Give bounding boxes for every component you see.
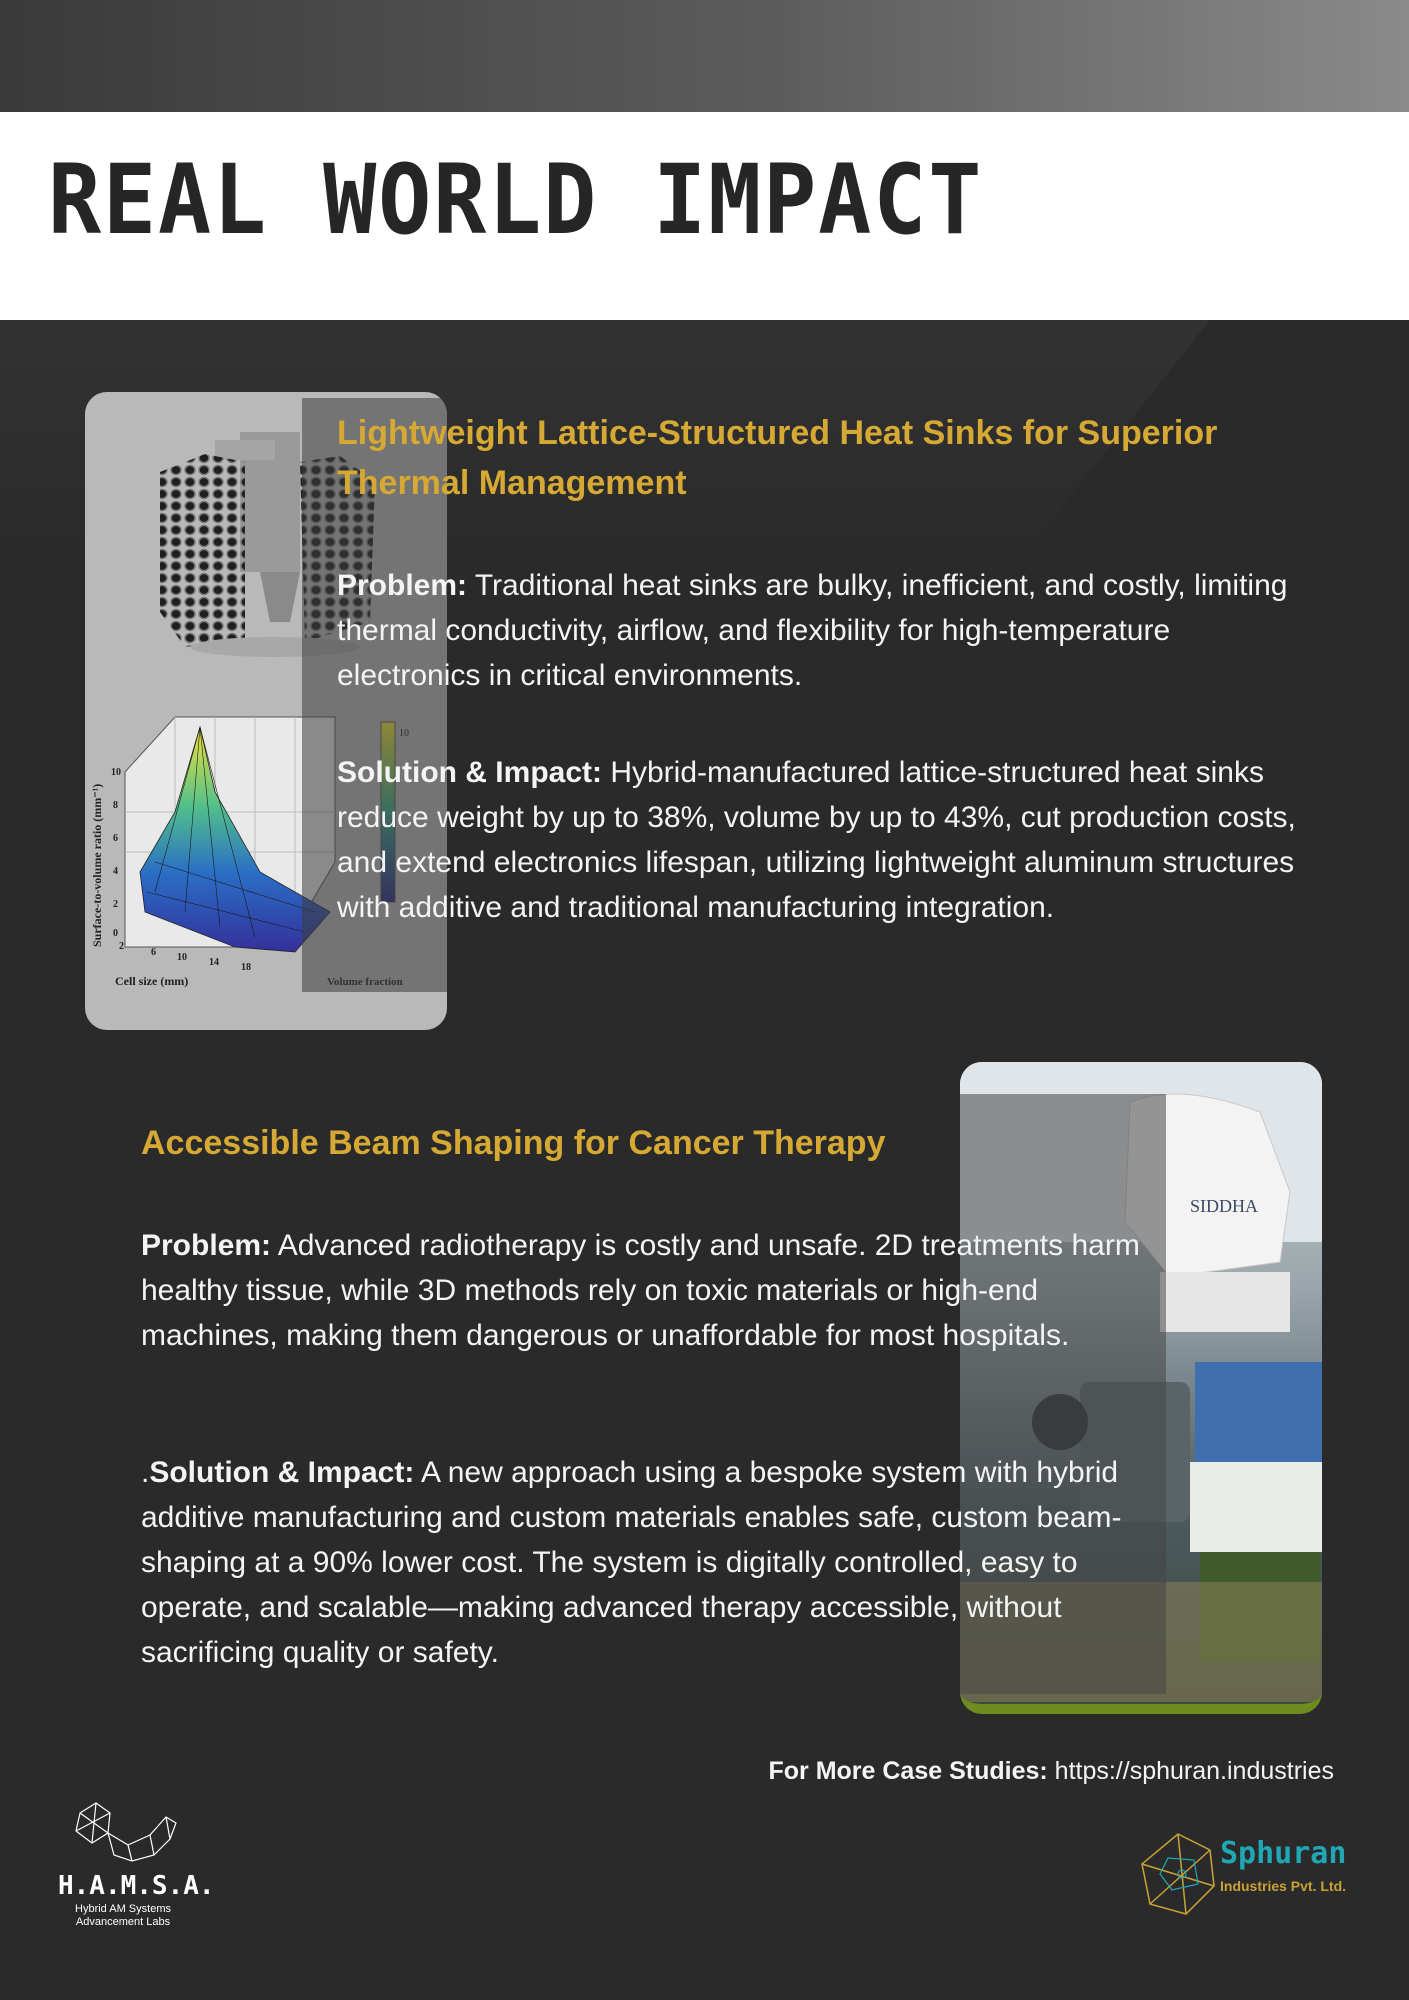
plot-y-tick: 10: [111, 767, 121, 778]
plot-x-tick: 2: [119, 941, 124, 952]
case1-solution-text: Hybrid-manufactured lattice-structured heat sinks reduce weight by up to 38%, volume by up to 43%, cut production costs, and extend electronics lifespan, utilizing lightweight aluminum structures with additive and traditional manufacturing integration.: [337, 756, 1296, 924]
case1-solution: [337, 750, 1297, 930]
plot-x-tick: 18: [241, 962, 251, 973]
plot-x-tick: 6: [151, 947, 156, 958]
plot-y-tick: 4: [113, 866, 118, 877]
title-banner: [0, 112, 1409, 320]
case1-title-line2: Thermal Management: [337, 464, 687, 502]
plot-y-axis-label: Surface-to-volume ratio (mm⁻¹): [90, 783, 104, 947]
case-studies-label: For More Case Studies:: [768, 1757, 1048, 1785]
case2-solution-text: A new approach using a bespoke system with hybrid additive manufacturing and custom materials enables safe, custom beam-shaping at a 90% lower cost. The system is digitally controlled, easy to operate, and scalable—making advanced therapy accessible, without sacrificing quality or safety.: [141, 1456, 1122, 1669]
case2-title: Accessible Beam Shaping for Cancer Therapy: [141, 1124, 886, 1162]
hamsa-wireframe-icon: [58, 1795, 188, 1875]
case1-title-line1: Lightweight Lattice-Structured Heat Sinks for Superior: [337, 414, 1218, 452]
case-studies-url[interactable]: https://sphuran.industries: [1047, 1757, 1334, 1785]
sphuran-polyhedron-icon: [1138, 1830, 1220, 1920]
hamsa-sub-line1: Hybrid AM Systems: [75, 1903, 171, 1915]
case2-problem-text: Advanced radiotherapy is costly and unsafe. 2D treatments harm healthy tissue, while 3D methods rely on toxic materials or high-end machines, making them dangerous or unaffordable for most hospitals.: [141, 1229, 1140, 1352]
plot-y-tick: 2: [113, 899, 118, 910]
case2-problem-label: Problem:: [141, 1229, 272, 1262]
case2-problem: [141, 1223, 1181, 1358]
top-gradient-bar: [0, 0, 1409, 112]
plot-x-tick: 14: [209, 957, 219, 968]
sphuran-logo: [1138, 1830, 1348, 1920]
case1-problem: [337, 563, 1297, 698]
case2-solution-prefix: .: [141, 1456, 150, 1489]
case1-problem-text: Traditional heat sinks are bulky, inefficient, and costly, limiting thermal conductivity, airflow, and flexibility for high-temperature electronics in critical environments.: [337, 569, 1288, 692]
plot-x-axis-label: Cell size (mm): [115, 974, 189, 988]
case2-solution-label: Solution & Impact:: [149, 1456, 415, 1489]
hamsa-brand: H.A.M.S.A.: [58, 1871, 215, 1901]
page-title: REAL WORLD IMPACT: [48, 144, 984, 256]
hamsa-sub-line2: Advancement Labs: [75, 1916, 171, 1928]
case1-solution-label: Solution & Impact:: [337, 756, 602, 789]
case1-problem-label: Problem:: [337, 569, 468, 602]
case2-solution: [141, 1450, 1151, 1675]
plot-y-tick: 0: [113, 928, 118, 939]
case-studies-link[interactable]: [768, 1757, 1334, 1786]
plot-y-tick: 6: [113, 833, 118, 844]
hamsa-subtitle: [58, 1903, 188, 1929]
plot-y-tick: 8: [113, 800, 118, 811]
sphuran-subtitle: Industries Pvt. Ltd.: [1220, 1878, 1347, 1894]
machine-brand-label: SIDDHA: [1190, 1196, 1259, 1216]
case1-title: [337, 408, 1337, 508]
plot-x-tick: 10: [177, 952, 187, 963]
hamsa-logo: [58, 1795, 215, 1930]
sphuran-name: Sphuran: [1220, 1836, 1347, 1871]
